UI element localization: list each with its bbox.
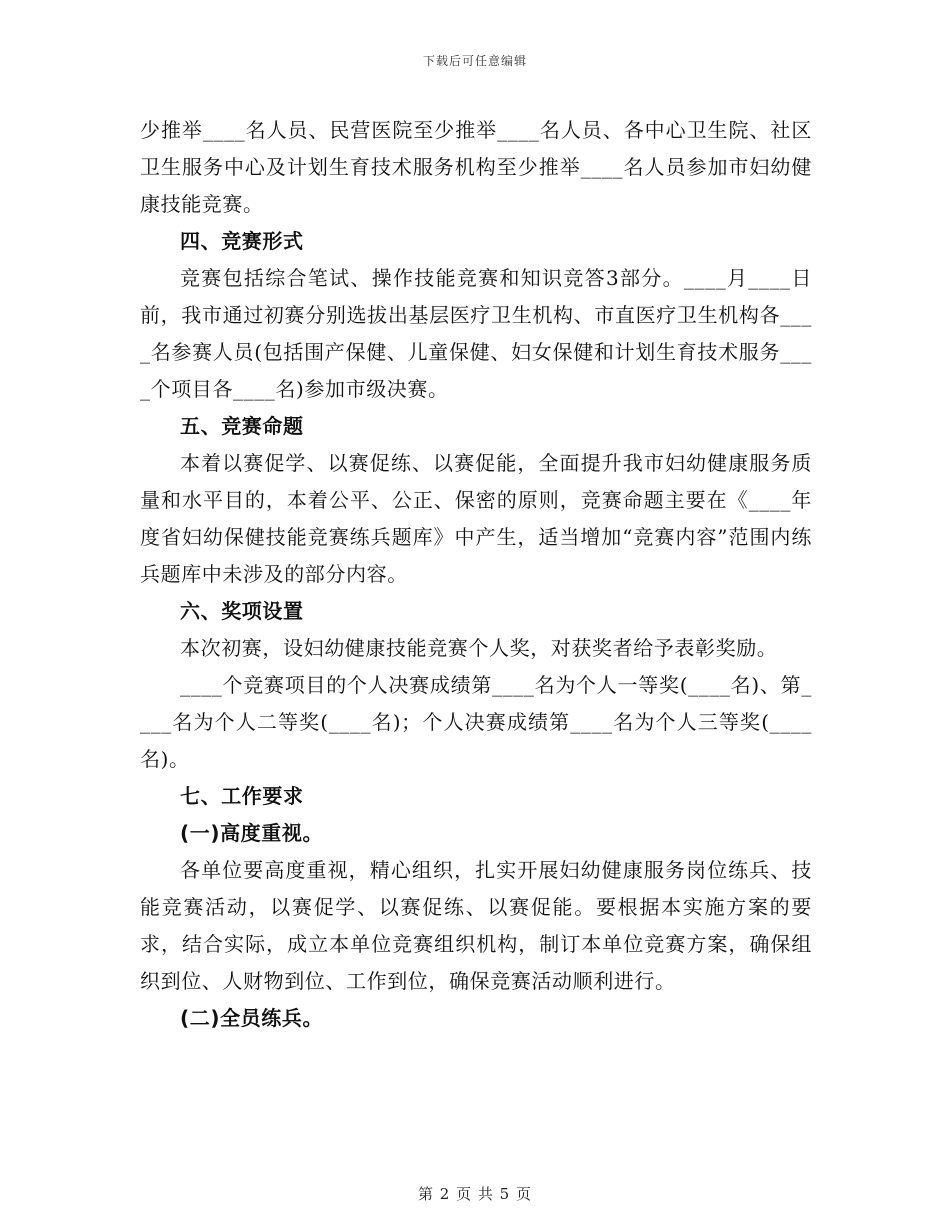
paragraph-competition-questions: 本着以赛促学、以赛促练、以赛促能，全面提升我市妇幼健康服务质量和水平目的，本着公平、公正、保密的原则，竞赛命题主要在《____年度省妇幼保健技能竞赛练兵题库》中产生，适当增加“竞赛内容”范围内练兵题库中未涉及的部分内容。	[140, 451, 812, 586]
paragraph-high-importance: 各单位要高度重视，精心组织，扎实开展妇幼健康服务岗位练兵、技能竞赛活动，以赛促学、以赛促练、以赛促能。要根据本实施方案的要求，结合实际，成立本单位竞赛组织机构，制订本单位竞赛方案，确保组织到位、人财物到位、工作到位，确保竞赛活动顺利进行。	[140, 858, 812, 993]
paragraph-continued-nomination: 少推举____名人员、民营医院至少推举____名人员、各中心卫生院、社区卫生服务中心及计划生育技术服务机构至少推举____名人员参加市妇幼健康技能竞赛。	[140, 118, 812, 216]
page-footer-page-number: 第 2 页 共 5 页	[418, 1185, 532, 1203]
subheading-high-importance: (一)高度重视。	[180, 821, 324, 845]
paragraph-awards-intro: 本次初赛，设妇幼健康技能竞赛个人奖，对获奖者给予表彰奖励。	[180, 636, 778, 660]
paragraph-competition-format: 竞赛包括综合笔试、操作技能竞赛和知识竞答3部分。____月____日前，我市通过初赛分别选拔出基层医疗卫生机构、市直医疗卫生机构各____名参赛人员(包括围产保健、儿童保健、妇女保健和计划生育技术服务____个项目各____名)参加市级决赛。	[140, 266, 812, 401]
section-heading-competition-format: 四、竞赛形式	[180, 229, 304, 253]
subheading-all-staff-training: (二)全员练兵。	[180, 1006, 324, 1030]
section-heading-awards: 六、奖项设置	[180, 599, 304, 623]
section-heading-competition-questions: 五、竞赛命题	[180, 414, 304, 438]
page-header: 下载后可任意编辑	[422, 54, 527, 68]
paragraph-awards-detail: ____个竞赛项目的个人决赛成绩第____名为个人一等奖(____名)、第____名为个人二等奖(____名)；个人决赛成绩第____名为个人三等奖(____名)。	[140, 673, 812, 771]
document-body	[140, 112, 812, 1037]
section-heading-work-requirements: 七、工作要求	[180, 784, 304, 808]
